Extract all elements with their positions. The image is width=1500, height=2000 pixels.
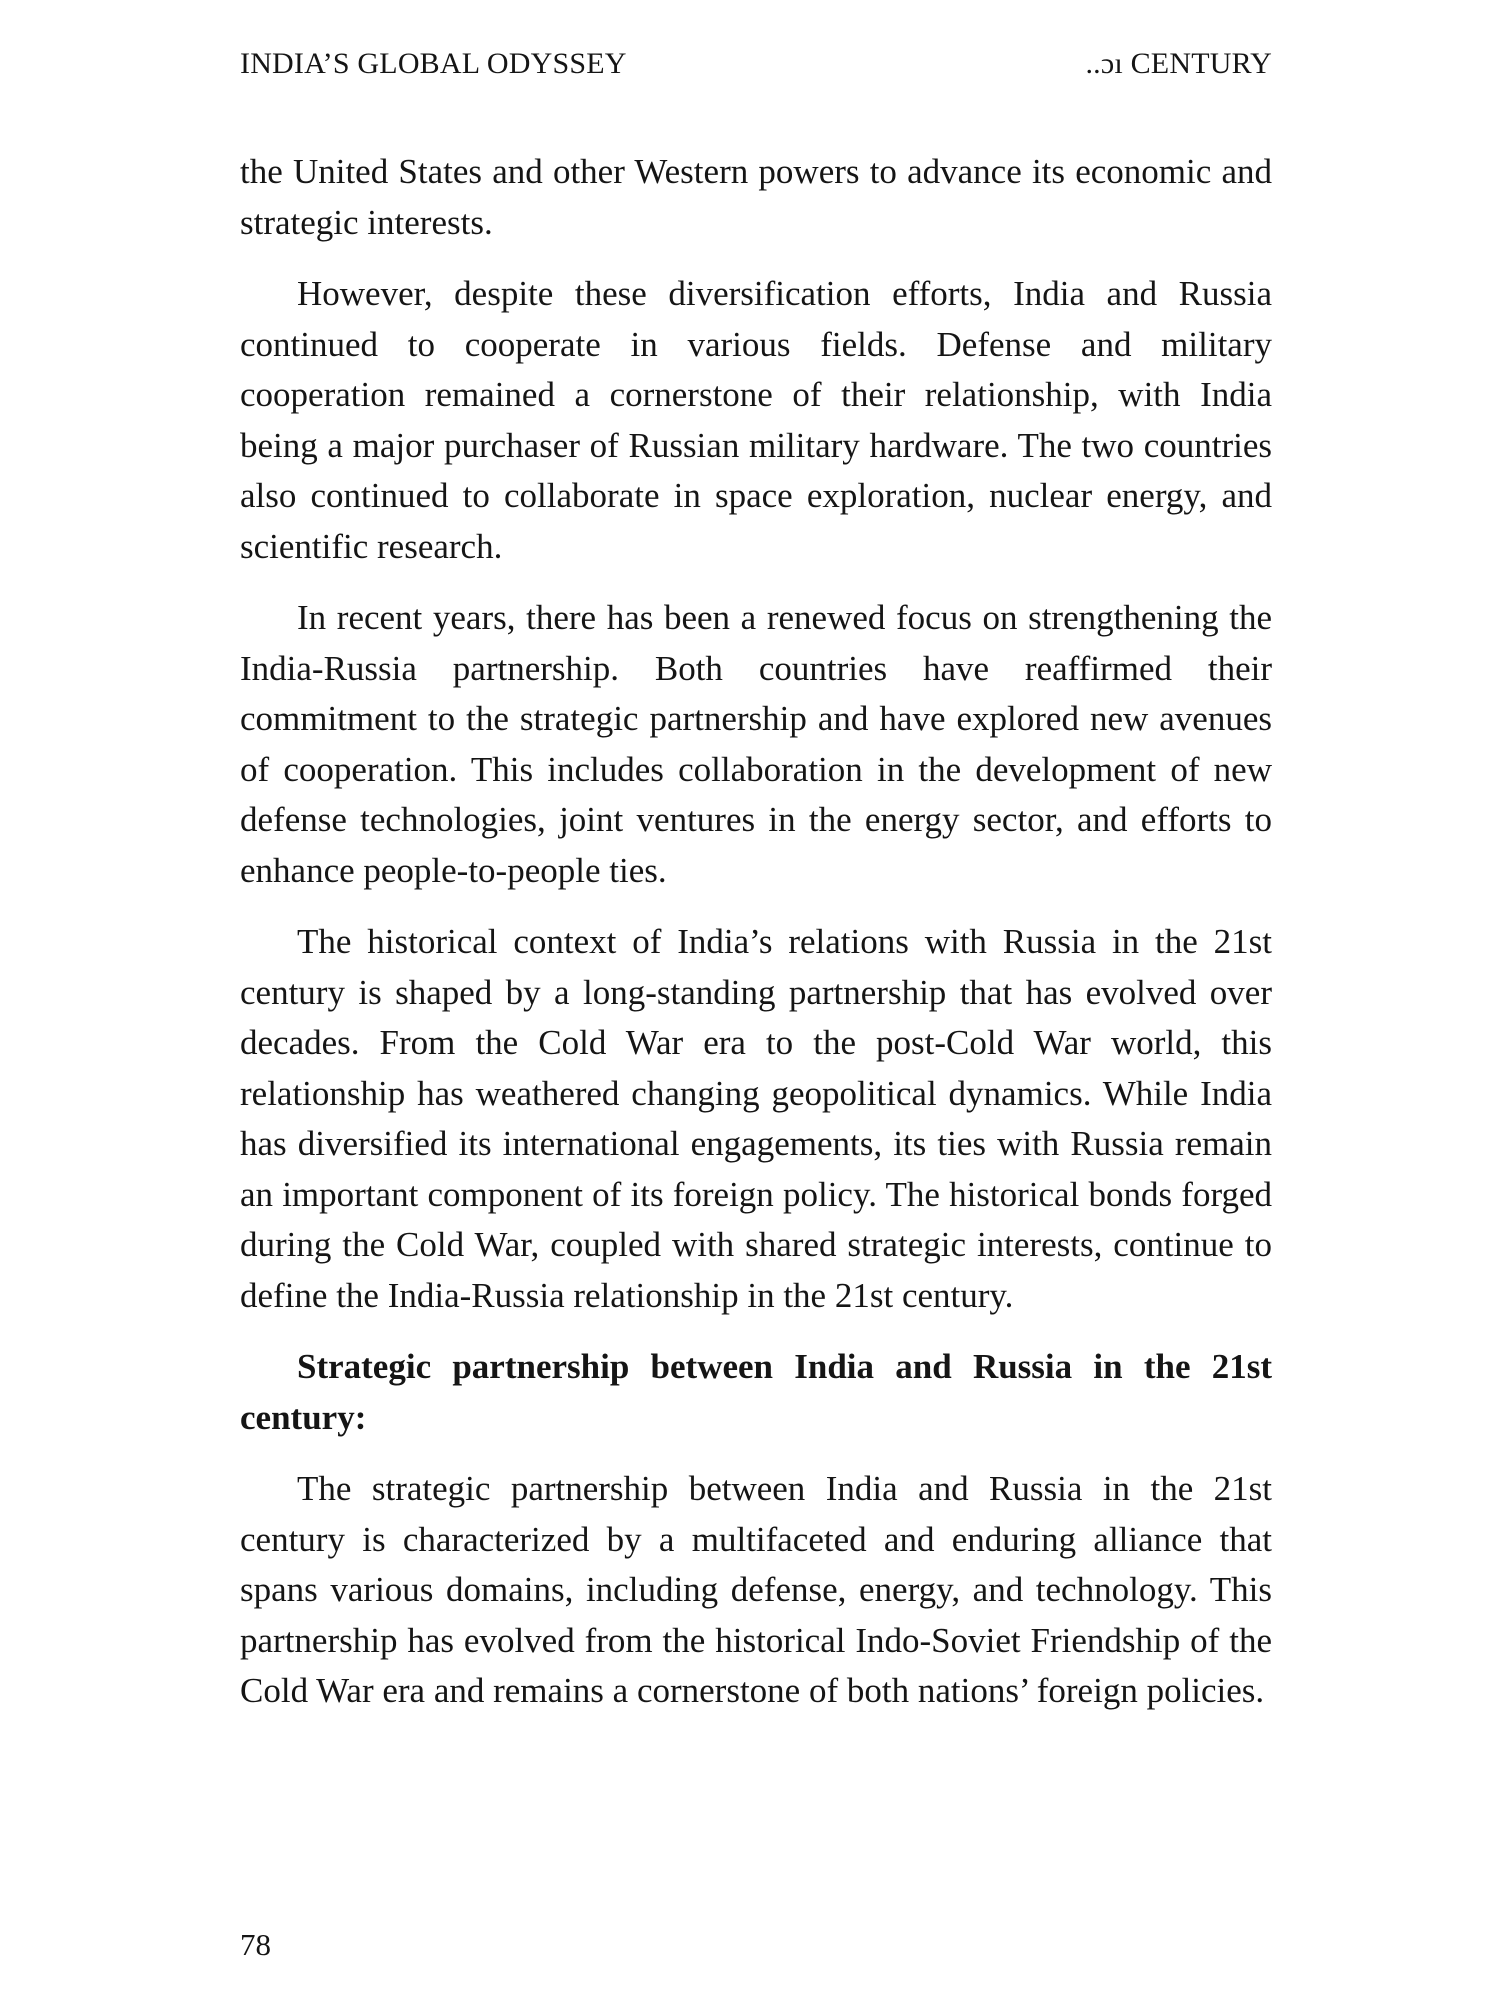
paragraph: The strategic partnership between India and Russia in the 21st century is characterized by a multifaceted and enduring alliance that spans various domains, including defense, energy, and technology. This partnership has evolved from the historical Indo-Soviet Friendship of the Cold War era and remains a cornerstone of both nations’ foreign policies. bbox=[240, 1469, 1272, 1710]
page-body bbox=[240, 147, 1272, 1738]
section-heading: Strategic partnership between India and Russia in the 21st century: bbox=[240, 1347, 1272, 1437]
paragraph: In recent years, there has been a renewed focus on strengthening the India-Russia partnership. Both countries have reaffirmed their commitment to the strategic partnership and have explored new avenues of cooperation. This includes collaboration in the development of new defense technologies, joint ventures in the energy sector, and efforts to enhance people-to-people ties. bbox=[240, 598, 1272, 890]
paragraph-continuation: the United States and other Western powers to advance its economic and strategic interests. bbox=[240, 152, 1272, 242]
chapter-title-header: ..ɔı CENTURY bbox=[1085, 47, 1272, 80]
paragraph: However, despite these diversification efforts, India and Russia continued to cooperate in various fields. Defense and military cooperation remained a cornerstone of their relationship, with India being a major purchaser of Russian military hardware. The two countries also continued to collaborate in space exploration, nuclear energy, and scientific research. bbox=[240, 274, 1272, 566]
running-header bbox=[240, 44, 1272, 84]
book-title-header: INDIA’S GLOBAL ODYSSEY bbox=[240, 47, 627, 80]
page-number: 78 bbox=[240, 1927, 271, 1962]
paragraph: The historical context of India’s relations with Russia in the 21st century is shaped by a long-standing partnership that has evolved over decades. From the Cold War era to the post-Cold War world, this relationship has weathered changing geopolitical dynamics. While India has diversified its international engagements, its ties with Russia remain an important component of its foreign policy. The historical bonds forged during the Cold War, coupled with shared strategic interests, continue to define the India-Russia relationship in the 21st century. bbox=[240, 922, 1272, 1315]
